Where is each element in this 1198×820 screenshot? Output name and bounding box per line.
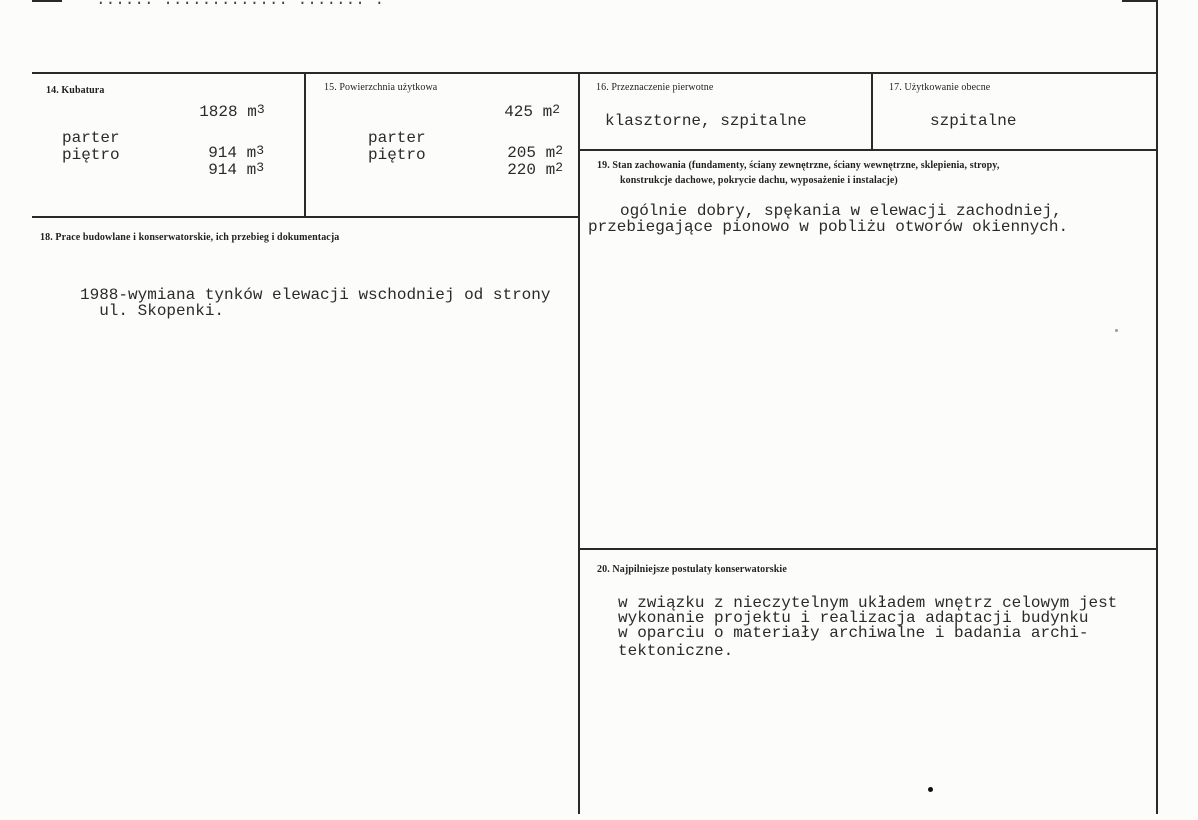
- box14-label: 14. Kubatura: [46, 85, 105, 96]
- box14-pietro-value: 914 $m^3$: [208, 160, 265, 179]
- box20-line2: wykonanie projektu i realizacja adaptacji budynku: [618, 609, 1089, 627]
- right-border: [1156, 0, 1158, 814]
- box20-line4: tektoniczne.: [618, 642, 734, 660]
- box20-line3: w oparciu o materiały archiwalne i badania archi-: [618, 624, 1089, 642]
- box18-line2: ul. Skopenki.: [80, 302, 225, 320]
- box19-label-line1: 19. Stan zachowania (fundamenty, ściany zewnętrzne, ściany wewnętrzne, sklepienia, stropy,: [597, 160, 1000, 171]
- box18-line1: 1988-wymiana tynków elewacji wschodniej od strony: [80, 286, 551, 304]
- box17-label: 17. Użytkowanie obecne: [889, 82, 991, 93]
- cropped-top-text: ...... ............. ....... .: [96, 0, 385, 9]
- box20-line1: w związku z nieczytelnym układem wnętrz celowym jest: [618, 594, 1118, 612]
- box16-value: klasztorne, szpitalne: [605, 112, 807, 130]
- left-mid-divider: [32, 216, 580, 218]
- box14-parter-value: 914 $m^3$: [208, 143, 265, 162]
- box15-pietro-label: piętro: [368, 146, 426, 164]
- top-edge-line-right: [1122, 0, 1158, 2]
- box15-parter-label: parter: [368, 129, 426, 147]
- divider-14-15: [304, 72, 306, 218]
- right-lower-divider: [578, 548, 1158, 550]
- box14-parter-label: parter: [62, 129, 120, 147]
- box19-line2: przebiegające pionowo w pobliżu otworów okiennych.: [588, 218, 1069, 236]
- box15-label: 15. Powierzchnia użytkowa: [324, 82, 438, 93]
- box18-label: 18. Prace budowlane i konserwatorskie, ich przebieg i dokumentacja: [40, 232, 340, 243]
- box14-pietro-label: piętro: [62, 146, 120, 164]
- ink-speck: [928, 787, 933, 792]
- box20-label: 20. Najpilniejsze postulaty konserwatorskie: [597, 564, 787, 575]
- right-upper-divider: [578, 149, 1158, 151]
- box19-line1: ogólnie dobry, spękania w elewacji zachodniej,: [620, 202, 1062, 220]
- ink-speck-small: [1115, 329, 1118, 332]
- box19-label-line2: konstrukcje dachowe, pokrycie dachu, wyposażenie i instalacje): [620, 175, 898, 186]
- box15-total: 425 $m^2$: [504, 102, 561, 121]
- top-edge-line: [32, 0, 62, 2]
- divider-16-17: [871, 72, 873, 151]
- box16-label: 16. Przeznaczenie pierwotne: [596, 82, 714, 93]
- box15-pietro-value: 220 $m^2$: [507, 160, 564, 179]
- row1-top-border: [32, 72, 1158, 74]
- box14-total: 1828 $m^3$: [199, 102, 265, 121]
- box17-value: szpitalne: [930, 112, 1017, 130]
- center-divider: [578, 72, 580, 814]
- box15-parter-value: 205 $m^2$: [507, 143, 564, 162]
